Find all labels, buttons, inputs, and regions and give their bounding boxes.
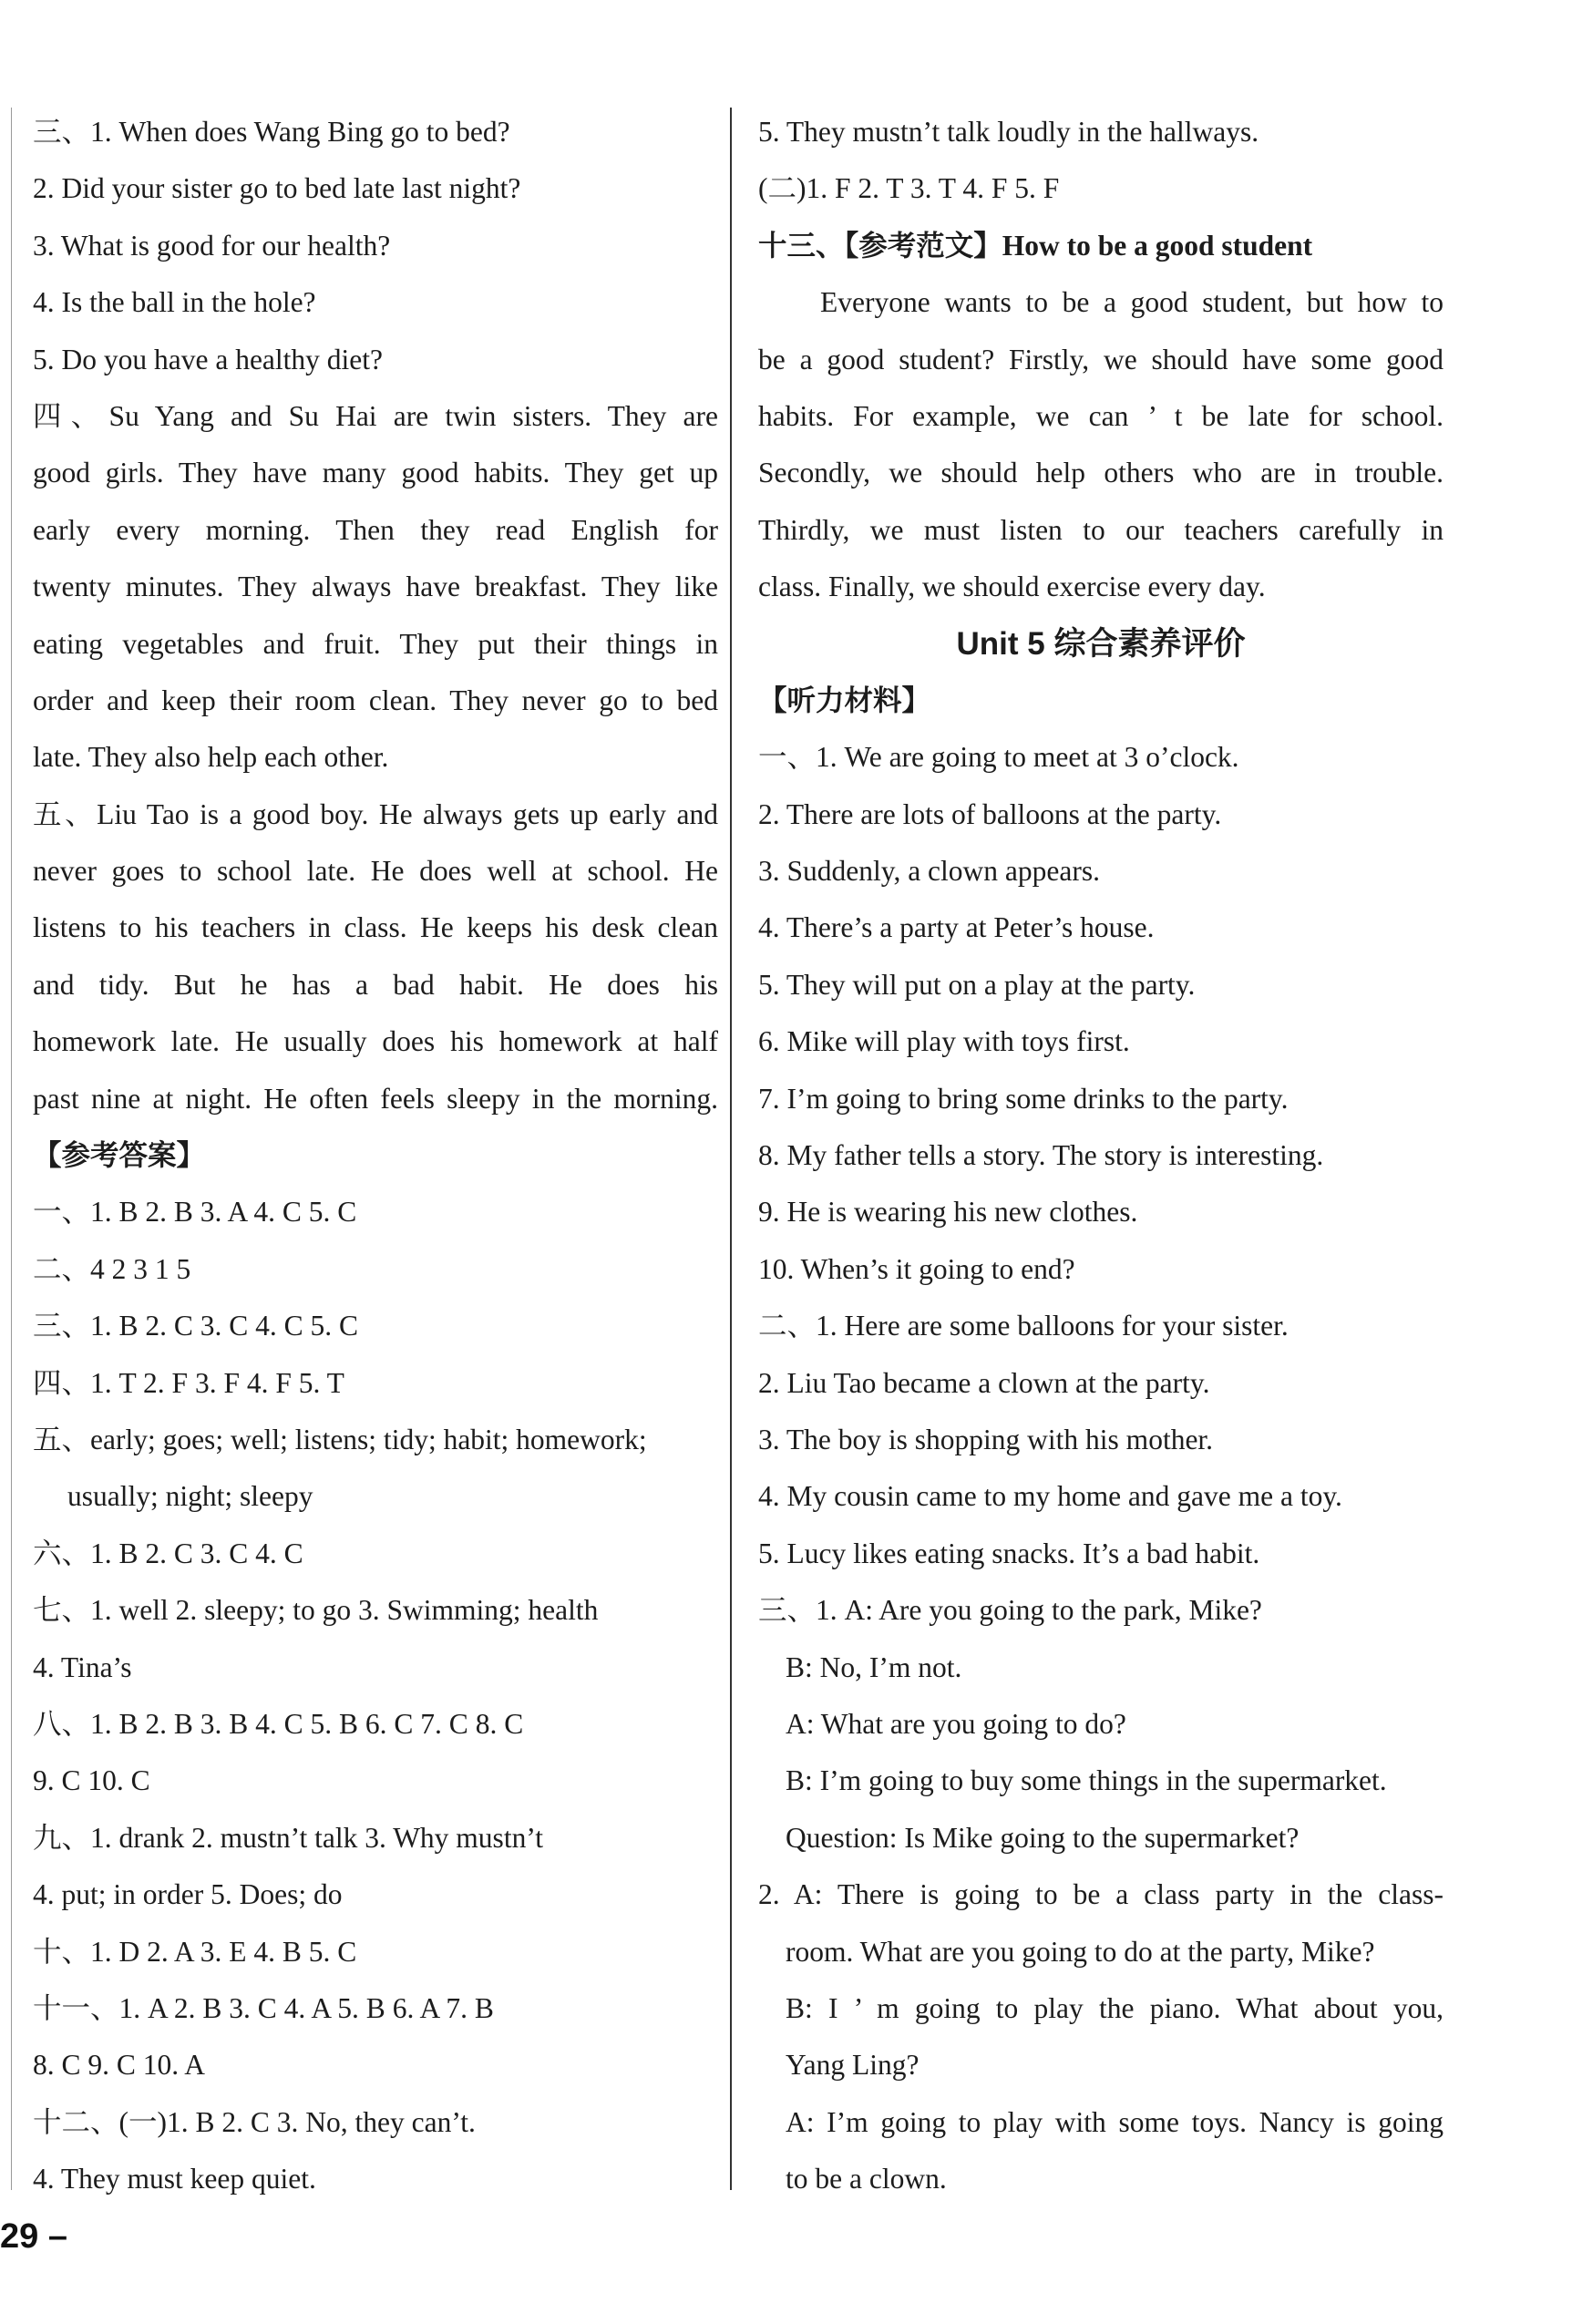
text-line: 4. There’s a party at Peter’s house. [758,911,1155,944]
text-line: twenty minutes. They always have breakfast. They like [33,571,718,603]
dialogue-line: A: I’m going to play with some toys. Nancy is going [786,2105,1444,2138]
dialogue-line: B: No, I’m not. [786,1650,962,1683]
answer-line: 五、early; goes; well; listens; tidy; habit; homework; [33,1423,647,1455]
answer-line: 八、1. B 2. B 3. B 4. C 5. B 6. C 7. C 8. C [33,1707,524,1740]
answer-line: usually; night; sleepy [67,1480,313,1513]
answer-line: 九、1. drank 2. mustn’t talk 3. Why mustn’t [33,1821,543,1854]
text-line: eating vegetables and fruit. They put their things in [33,627,718,660]
text-line: 2. Did your sister go to bed late last night? [33,172,521,205]
text-line: 6. Mike will play with toys first. [758,1025,1130,1058]
text-line: order and keep their room clean. They never go to bed [33,684,718,716]
dialogue-line: Yang Ling? [786,2049,920,2082]
dialogue-line: A: What are you going to do? [786,1707,1126,1740]
text-line: Thirdly, we must listen to our teachers carefully in [758,513,1444,546]
text-line: 4. Is the ball in the hole? [33,286,316,319]
text-line: habits. For example, we can ’ t be late for school. [758,399,1444,432]
text-line: listens to his teachers in class. He keeps his desk clean [33,911,718,944]
page-edge-line [11,108,12,2190]
text-line: 2. There are lots of balloons at the party. [758,797,1222,830]
text-line: 4. My cousin came to my home and gave me a toy. [758,1480,1342,1513]
answer-line: 5. They mustn’t talk loudly in the hallways. [758,116,1259,148]
section-heading: 【参考答案】 [33,1139,206,1172]
dialogue-line: to be a clown. [786,2163,947,2195]
unit-heading: Unit 5 综合素养评价 [956,625,1246,662]
text-line: never goes to school late. He does well at school. He [33,855,718,888]
answer-line: 七、1. well 2. sleepy; to go 3. Swimming; health [33,1594,599,1627]
text-line: 3. What is good for our health? [33,229,391,262]
text-line: late. They also help each other. [33,741,389,774]
text-line: 二、1. Here are some balloons for your sister. [758,1310,1289,1342]
dialogue-line: room. What are you going to do at the party, Mike? [786,1935,1375,1968]
text-line: 三、1. A: Are you going to the park, Mike? [758,1594,1262,1627]
answer-line: 4. put; in order 5. Does; do [33,1878,343,1911]
text-line: 2. Liu Tao became a clown at the party. [758,1366,1210,1399]
text-line: class. Finally, we should exercise every day. [758,571,1266,603]
dialogue-line: B: I’m going to buy some things in the supermarket. [786,1764,1387,1797]
answer-line: 一、1. B 2. B 3. A 4. C 5. C [33,1196,357,1229]
column-divider [730,108,732,2190]
text-line: 5. Lucy likes eating snacks. It’s a bad habit. [758,1537,1260,1569]
answer-line: 十二、(一)1. B 2. C 3. No, they can’t. [33,2105,476,2138]
section-heading: 【听力材料】 [758,684,931,716]
answer-line: 4. Tina’s [33,1650,132,1683]
text-line: 3. The boy is shopping with his mother. [758,1423,1214,1455]
dialogue-line: B: I ’ m going to play the piano. What about you, [786,1991,1444,2024]
answer-line: 六、1. B 2. C 3. C 4. C [33,1537,303,1569]
text-line: Secondly, we should help others who are in trouble. [758,457,1444,489]
text-line: 三、1. When does Wang Bing go to bed? [33,116,510,148]
answer-line: 4. They must keep quiet. [33,2163,316,2195]
answer-line: 三、1. B 2. C 3. C 4. C 5. C [33,1310,359,1342]
left-column [33,104,718,2207]
text-line: Everyone wants to be a good student, but how to [820,286,1444,319]
dialogue-line: 2. A: There is going to be a class party in the class- [758,1878,1444,1911]
text-line: be a good student? Firstly, we should have some good [758,343,1444,375]
text-line: 9. He is wearing his new clothes. [758,1196,1138,1229]
answer-line: 二、4 2 3 1 5 [33,1252,191,1285]
text-line: homework late. He usually does his homework at half [33,1025,718,1058]
answer-line: 十、1. D 2. A 3. E 4. B 5. C [33,1935,357,1968]
text-line: 8. My father tells a story. The story is interesting. [758,1139,1324,1172]
text-line: 10. When’s it going to end? [758,1252,1075,1285]
answer-line: 十一、1. A 2. B 3. C 4. A 5. B 6. A 7. B [33,1991,494,2024]
text-line: early every morning. Then they read English for [33,513,718,546]
text-line: 四、Su Yang and Su Hai are twin sisters. They are [33,399,718,432]
text-line: and tidy. But he has a bad habit. He does his [33,968,718,1001]
text-line: 7. I’m going to bring some drinks to the party. [758,1082,1289,1115]
right-column [758,104,1444,2207]
essay-title: 十三、【参考范文】How to be a good student [758,229,1313,262]
text-line: good girls. They have many good habits. They get up [33,457,718,489]
text-line: 5. They will put on a play at the party. [758,968,1196,1001]
answer-line: 9. C 10. C [33,1764,150,1797]
dialogue-line: Question: Is Mike going to the supermarket? [786,1821,1300,1854]
answer-line: 8. C 9. C 10. A [33,2049,206,2082]
answer-line: 四、1. T 2. F 3. F 4. F 5. T [33,1366,344,1399]
text-line: past nine at night. He often feels sleepy in the morning. [33,1082,718,1115]
text-line: 5. Do you have a healthy diet? [33,343,383,375]
text-line: 一、1. We are going to meet at 3 o’clock. [758,741,1239,774]
text-line: 3. Suddenly, a clown appears. [758,855,1100,888]
page-number: 29 – [0,2217,67,2256]
text-line: 五、Liu Tao is a good boy. He always gets up early and [33,797,718,830]
answer-line: (二)1. F 2. T 3. T 4. F 5. F [758,172,1060,205]
